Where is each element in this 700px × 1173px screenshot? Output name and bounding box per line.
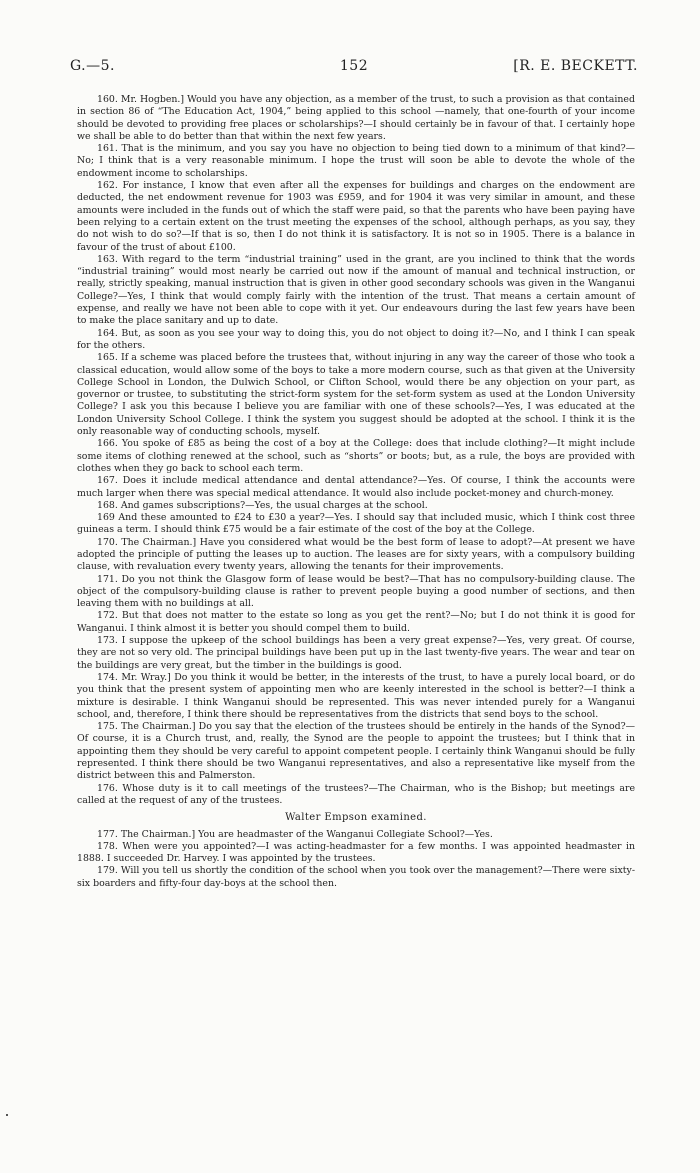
paragraph: 178. When were you appointed?—I was acting-headmaster for a few months. I was appointed headmaster in 1888. I succeeded Dr. Harvey. I was appointed by the trustees.: [77, 840, 635, 865]
paragraph: 177. The Chairman.] You are headmaster of the Wanganui Collegiate School?—Yes.: [97, 828, 493, 840]
witness-heading: Walter Empson examined.: [285, 812, 427, 824]
paragraph: 172. But that does not matter to the estate so long as you get the rent?—No; but I do not think it is good for Wanganui. I think almost it is better you should compel them to build.: [77, 610, 635, 634]
paragraph: 164. But, as soon as you see your way to doing this, you do not object to doing it?—No, and I think I can speak for the others.: [77, 327, 635, 351]
paragraph: 175. The Chairman.] Do you say that the election of the trustees should be entirely in the hands of the Synod?—Of course, it is a Church trust, and, really, the Synod are the people to appoint the trustees; but I think that in appointing them they should be very careful to appoint competent people. I certainly think Wanganui should be fully represented. I think there should be two Wanganui representatives, and also a representative like myself from the district between this and Palmerston.: [77, 721, 635, 782]
header-page-number: 152: [339, 58, 369, 74]
evidence-body: [77, 94, 635, 890]
header-witness-name: [R. E. BECKETT.: [513, 58, 638, 74]
margin-speck: [6, 1114, 8, 1116]
header-series-code: G.—5.: [70, 58, 115, 74]
paragraph: 174. Mr. Wray.] Do you think it would be better, in the interests of the trust, to have a purely local board, or do you think that the present system of appointing men who are keenly interested in the school is better?—I think a mixture is desirable. I think Wanganui should be represented. This was never intended purely for a Wanganui school, and, therefore, I think there should be representatives from the districts that send boys to the school.: [77, 671, 635, 720]
paragraph: 176. Whose duty is it to call meetings of the trustees?—The Chairman, who is the Bishop; but meetings are called at the request of any of the trustees.: [77, 782, 635, 806]
paragraph: 173. I suppose the upkeep of the school buildings has been a very great expense?—Yes, very great. Of course, they are not so very old. The principal buildings have been put up in the last twenty-five years. The wear and tear on the buildings are very great, but the timber in the buildings is good.: [77, 635, 635, 671]
paragraph: 171. Do you not think the Glasgow form of lease would be best?—That has no compulsory-building clause. The object of the compulsory-building clause is rather to prevent people buying a good number of sections, and then leaving them with no buildings at all.: [77, 573, 635, 610]
paragraph: 162. For instance, I know that even after all the expenses for buildings and charges on the endowment are deducted, the net endowment revenue for 1903 was £959, and for 1904 it was very similar in amount, and these amounts were included in the funds out of which the staff were paid, so that the parents who have been paying have been relying to a certain extent on the trust meeting the expenses of the school, although perhaps, as you say, they do not wish to do so?—If that is so, then I do not think it is satisfactory. It is not so in 1905. There is a balance in favour of the trust of about £100.: [77, 180, 635, 253]
paragraph: 160. Mr. Hogben.] Would you have any objection, as a member of the trust, to such a provision as that contained in section 86 of “The Education Act, 1904,” being applied to this school —namely, that one-fourth of your income should be devoted to providing free places or scholarships?—I should certainly be in favour of that. I certainly hope we shall be able to do better than that within the next few years.: [77, 94, 635, 142]
paragraph: 167. Does it include medical attendance and dental attendance?—Yes. Of course, I think the accounts were much larger when there was special medical attendance. It would also include pocket-money and church-money.: [77, 475, 635, 499]
paragraph: 165. If a scheme was placed before the trustees that, without injuring in any way the career of those who took a classical education, would allow some of the boys to take a more modern course, such as that given at the University College School in London, the Dulwich School, or Clifton School, would there be any objection on your part, as governor or trustee, to substituting the strict-form system for the set-form system as used at the London University College? I ask you this because I believe you are familiar with one of these schools?—Yes, I was educated at the London University School College. I think the system you suggest should be adopted at the school. I think it is the only reasonable way of conducting schools, myself.: [77, 352, 635, 438]
paragraph: 169 And these amounted to £24 to £30 a year?—Yes. I should say that included music, which I think cost three guineas a term. I should think £75 would be a fair estimate of the cost of the boy at the College.: [77, 512, 635, 536]
page-header: [70, 58, 638, 78]
paragraph: 168. And games subscriptions?—Yes, the usual charges at the school.: [97, 499, 428, 511]
paragraph: 170. The Chairman.] Have you considered what would be the best form of lease to adopt?—At present we have adopted the principle of putting the leases up to auction. The leases are for sixty years, with a compulsory building clause, with revaluation every twenty years, allowing the tenants for their improvements.: [77, 536, 635, 573]
paragraph: 166. You spoke of £85 as being the cost of a boy at the College: does that include clothing?—It might include some items of clothing renewed at the school, such as “shorts” or boots; but, as a rule, the boys are provided with clothes when they go back to school each term.: [77, 438, 635, 474]
paragraph: 161. That is the minimum, and you say you have no objection to being tied down to a minimum of that kind?—No; I think that is a very reasonable minimum. I hope the trust will soon be able to devote the whole of the endowment income to scholarships.: [77, 143, 635, 179]
paragraph: 179. Will you tell us shortly the condition of the school when you took over the management?—There were sixty-six boarders and fifty-four day-boys at the school then.: [77, 865, 635, 889]
paragraph: 163. With regard to the term “industrial training” used in the grant, are you inclined to think that the words “industrial training” would most nearly be carried out now if the amount of manual and technical instruction, or really, strictly speaking, manual instruction that is given in other good secondary schools was given in the Wanganui College?—Yes, I think that would comply fairly with the intention of the trust. That means a certain amount of expense, and really we have not been able to cope with it yet. Our endeavours during the last few years have been to make the place sanitary and up to date.: [77, 253, 635, 327]
